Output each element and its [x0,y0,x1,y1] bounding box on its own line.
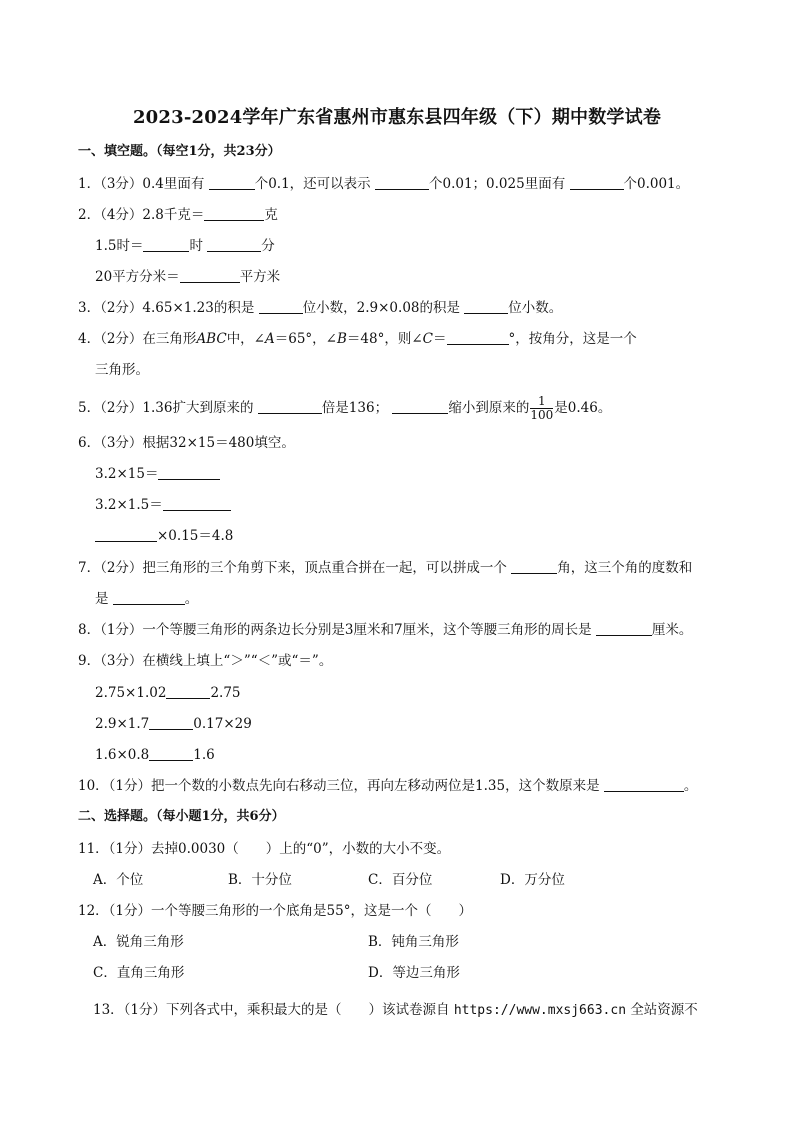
q4-angle-b: B [337,331,347,347]
question-7-line-2 [95,589,198,609]
section-choice-heading: 二、选择题。（每小题1分，共6分） [78,809,285,824]
q5-text-d: 是0.46。 [554,400,612,416]
q7-text-a: 7．（2分）把三角形的三个角剪下来，顶点重合拼在一起，可以拼成一个 [78,560,507,576]
q4-triangle-name: ABC [196,331,227,347]
q2-text-f: 20平方分米＝ [95,269,180,285]
question-2 [78,205,278,225]
q8-text-a: 8．（1分）一个等腰三角形的两条边长分别是3厘米和7厘米，这个等腰三角形的周长是 [78,622,592,638]
q2-text-c: 1.5时＝ [95,238,144,254]
q6-text-d: ×0.15＝4.8 [157,528,234,544]
question-2-line-3 [95,267,280,287]
q2-text-e: 分 [261,238,275,254]
q4-text-g: 三角形。 [95,362,149,378]
q3-text-a: 3．（2分）4.65×1.23的积是 [78,300,255,316]
question-2-line-2 [95,236,275,256]
q8-text-b: 厘米。 [651,622,693,638]
answer-blank[interactable] [149,715,193,730]
q10-text-a: 10．（1分）把一个数的小数点先向右移动三位，再向左移动两位是1.35，这个数原来是 [78,778,600,794]
q9-text-b2: 2.75 [210,685,241,701]
q13-text-c: 全站资源不 [630,1002,698,1018]
q1-text-d: 个0.001。 [623,176,690,192]
q7-text-d: 。 [184,591,199,607]
q9-text-c2: 0.17×29 [193,716,252,732]
q11-option-b[interactable]: B．十分位 [228,872,292,888]
question-11 [78,839,450,859]
answer-blank[interactable] [258,399,322,414]
question-1 [78,174,689,194]
fraction-numerator: 1 [530,395,553,409]
q4-text-a: 4．（2分）在三角形 [78,331,197,347]
q4-angle-a: A [265,331,275,347]
source-url-link[interactable]: https://www.mxsj663.cn [453,1003,627,1018]
question-8 [78,620,692,640]
q4-text-c: ＝65°，∠ [274,331,337,347]
q12-option-d[interactable]: D．等边三角形 [368,965,460,981]
question-3 [78,298,562,318]
question-6 [78,433,295,453]
q7-text-c: 是 [95,591,109,607]
q6-text-c: 3.2×1.5＝ [95,497,163,513]
answer-blank[interactable] [464,299,508,314]
question-9 [78,651,332,671]
question-7 [78,558,692,578]
answer-blank[interactable] [143,237,189,252]
q12-option-b[interactable]: B．钝角三角形 [368,934,459,950]
q9-text-a: 9．（3分）在横线上填上“＞”“＜”或“＝”。 [78,653,333,669]
q9-text-b1: 2.75×1.02 [95,685,167,701]
q5-text-a: 5．（2分）1.36扩大到原来的 [78,400,254,416]
q5-text-b: 倍是136； [321,400,389,416]
question-6-line-4 [95,526,233,546]
q4-text-f: °，按角分，这是一个 [508,331,637,347]
q4-angle-c: C [422,331,434,347]
answer-blank[interactable] [166,684,210,699]
q6-text-b: 3.2×15＝ [95,466,159,482]
q1-text-b: 个0.1，还可以表示 [254,176,371,192]
q12-option-a[interactable]: A．锐角三角形 [93,934,184,950]
answer-blank[interactable] [180,268,240,283]
section-fill-in-heading: 一、填空题。（每空1分，共23分） [78,144,281,159]
answer-blank[interactable] [604,777,684,792]
answer-blank[interactable] [149,746,193,761]
fraction-one-hundredth [530,395,553,422]
q11-option-c[interactable]: C．百分位 [368,872,433,888]
answer-blank[interactable] [392,399,448,414]
question-4 [78,329,637,349]
answer-blank[interactable] [259,299,303,314]
q4-text-e: ＝ [433,331,447,347]
question-6-line-2 [95,464,220,484]
answer-blank[interactable] [113,590,185,605]
answer-blank[interactable] [163,496,231,511]
answer-blank[interactable] [158,465,220,480]
question-6-line-3 [95,495,231,515]
answer-blank[interactable] [596,621,652,636]
q5-text-c: 缩小到原来的 [448,400,530,416]
answer-blank[interactable] [204,206,264,221]
answer-blank[interactable] [207,237,261,252]
fraction-denominator: 100 [530,408,554,422]
q13-text-a: 13．（1分）下列各式中，乘积最大的是（ ）该试卷源自 [93,1002,450,1018]
question-9-line-2 [95,683,241,703]
q11-text-a: 11．（1分）去掉0.0030（ ）上的“0”，小数的大小不变。 [78,841,451,857]
q12-text-a: 12．（1分）一个等腰三角形的一个底角是55°，这是一个（ ） [78,903,472,919]
q2-text-g: 平方米 [239,269,281,285]
q3-text-b: 位小数，2.9×0.08的积是 [302,300,460,316]
q11-option-d[interactable]: D．万分位 [500,872,565,888]
q12-option-c[interactable]: C．直角三角形 [93,965,185,981]
q1-text-a: 1．（3分）0.4里面有 [78,176,205,192]
q2-text-a: 2．（4分）2.8千克＝ [78,207,205,223]
q9-text-c1: 2.9×1.7 [95,716,150,732]
q4-text-b: 中，∠ [226,331,265,347]
q1-text-c: 个0.01；0.025里面有 [428,176,566,192]
q6-text-a: 6．（3分）根据32×15＝480填空。 [78,435,295,451]
answer-blank[interactable] [511,559,557,574]
q7-text-b: 角，这三个角的度数和 [557,560,693,576]
q9-text-d2: 1.6 [193,747,215,763]
question-12 [78,901,472,921]
question-9-line-4 [95,745,215,765]
answer-blank[interactable] [95,527,157,542]
q9-text-d1: 1.6×0.8 [95,747,150,763]
exam-title: 2023-2024学年广东省惠州市惠东县四年级（下）期中数学试卷 [132,107,662,128]
question-5 [78,395,611,422]
q10-text-b: 。 [683,778,698,794]
q4-text-d: ＝48°，则∠ [346,331,423,347]
answer-blank[interactable] [570,175,624,190]
answer-blank[interactable] [209,175,255,190]
question-13 [93,1000,698,1021]
question-9-line-3 [95,714,252,734]
q3-text-c: 位小数。 [508,300,563,316]
question-10 [78,776,697,796]
answer-blank[interactable] [447,330,509,345]
q2-text-d: 时 [189,238,203,254]
q2-text-b: 克 [264,207,278,223]
answer-blank[interactable] [375,175,429,190]
question-4-line-2 [95,360,149,380]
q11-option-a[interactable]: A．个位 [93,872,144,888]
